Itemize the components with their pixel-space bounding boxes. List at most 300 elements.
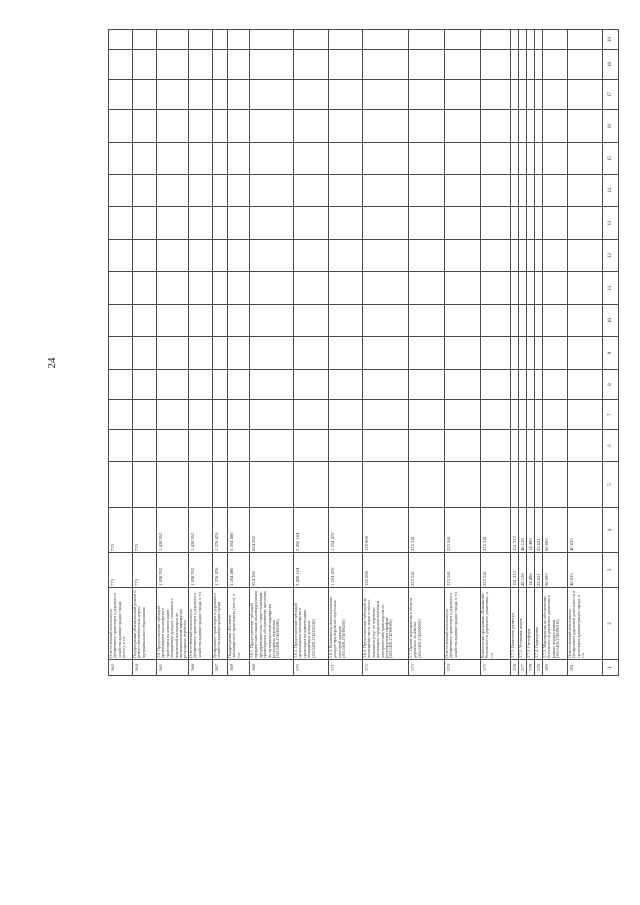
- empty-cell: [109, 143, 133, 175]
- empty-cell: [250, 305, 294, 337]
- amount-col4: 1 438 952: [158, 532, 163, 551]
- empty-cell-content: [481, 272, 510, 304]
- empty-cell-content: [519, 50, 526, 79]
- empty-cell-content: [527, 143, 534, 174]
- empty-cell-content: [445, 337, 480, 369]
- empty-cell: [133, 305, 157, 337]
- empty-cell-content: [527, 80, 534, 109]
- empty-cell-content: [445, 110, 480, 142]
- amount-col4: 225 541: [446, 536, 451, 551]
- row-number: 571: [330, 664, 335, 671]
- empty-cell: [228, 430, 250, 462]
- empty-cell: [189, 430, 213, 462]
- column-number-cell: [603, 305, 619, 337]
- empty-cell-content: [213, 272, 227, 304]
- amount-col4-cell: [133, 508, 157, 553]
- empty-cell: [409, 462, 445, 508]
- empty-cell: [109, 30, 133, 50]
- empty-cell: [157, 337, 189, 370]
- empty-cell: [133, 207, 157, 240]
- row-description: Подпрограмма «Развитие пассажирского транспорта» (всего), в т.ч.: [227, 594, 241, 658]
- empty-cell-content: [213, 30, 227, 49]
- empty-cell-content: [527, 462, 534, 507]
- row-number-cell: [519, 660, 527, 676]
- empty-cell: [189, 207, 213, 240]
- row-description: 1.6.2. Предоставление субсидий организациям пассажирского транспорта на компенсацию выпадающих доходов (505.0408.27401S2340): [293, 603, 316, 658]
- empty-cell-content: [481, 30, 510, 49]
- empty-cell-content: [329, 272, 362, 304]
- column-number: 4: [608, 528, 613, 532]
- row-number-cell: [511, 660, 519, 676]
- empty-cell-content: [511, 175, 518, 206]
- empty-cell: [133, 430, 157, 462]
- empty-cell-content: [329, 305, 362, 336]
- page-number: 24: [46, 357, 58, 369]
- amount-col3-cell: [189, 553, 213, 588]
- empty-cell-content: [535, 143, 542, 174]
- empty-cell-content: [250, 305, 293, 336]
- amount-col3: 775: [110, 579, 115, 586]
- empty-cell-content: [109, 370, 132, 399]
- empty-cell: [133, 175, 157, 207]
- empty-cell: [189, 272, 213, 305]
- row-number: 564: [134, 664, 139, 671]
- empty-cell-content: [363, 80, 408, 109]
- empty-cell: [527, 175, 535, 207]
- row-description: Ответственный исполнитель Департамент транспорта и дорожного хозяйства администрации города, в т.ч.: [188, 591, 202, 658]
- empty-cell-content: [519, 400, 526, 429]
- empty-cell: [568, 462, 603, 508]
- empty-cell: [511, 462, 519, 508]
- empty-cell-content: [228, 337, 249, 369]
- row-description-cell: [228, 588, 250, 660]
- empty-cell-content: [445, 80, 480, 109]
- amount-col4: 1 438 952: [190, 532, 195, 551]
- empty-cell: [511, 143, 519, 175]
- empty-cell: [294, 272, 329, 305]
- empty-cell-content: [519, 80, 526, 109]
- empty-cell-content: [109, 80, 132, 109]
- empty-cell: [519, 430, 527, 462]
- empty-cell-content: [213, 462, 227, 507]
- empty-cell-content: [109, 305, 132, 336]
- empty-cell-content: [213, 50, 227, 79]
- empty-cell-content: [511, 337, 518, 369]
- empty-cell-content: [535, 80, 542, 109]
- empty-cell-content: [445, 240, 480, 271]
- column-number-cell: [603, 462, 619, 508]
- empty-cell: [109, 207, 133, 240]
- table-row: [133, 30, 157, 676]
- empty-cell: [543, 30, 568, 50]
- empty-cell: [363, 400, 409, 430]
- empty-cell: [329, 110, 363, 143]
- row-number: 579: [536, 664, 541, 671]
- empty-cell-content: [189, 143, 212, 174]
- table-row: [527, 30, 535, 676]
- table-row: [213, 30, 228, 676]
- column-number: 17: [608, 92, 613, 97]
- empty-cell: [294, 430, 329, 462]
- empty-cell-content: [109, 400, 132, 429]
- empty-cell: [228, 240, 250, 272]
- empty-cell: [445, 337, 481, 370]
- row-number: 565: [158, 664, 163, 671]
- row-description-cell: [294, 588, 329, 660]
- empty-cell-content: [250, 240, 293, 271]
- amount-col4: 225 541: [410, 536, 415, 551]
- amount-col4-cell: [250, 508, 294, 553]
- empty-cell-content: [228, 272, 249, 304]
- column-number: 18: [608, 62, 613, 67]
- empty-cell: [250, 110, 294, 143]
- row-description-cell: [329, 588, 363, 660]
- empty-cell: [535, 175, 543, 207]
- row-description: Комплексная программа «Повышение безопасности дорожного движения», в т.ч.: [480, 592, 494, 658]
- amount-col4: 25 621: [536, 538, 541, 551]
- empty-cell-content: [157, 207, 188, 239]
- empty-cell-content: [294, 370, 328, 399]
- empty-cell: [109, 430, 133, 462]
- empty-cell: [519, 50, 527, 80]
- empty-cell: [329, 80, 363, 110]
- row-description-cell: [189, 588, 213, 660]
- empty-cell-content: [481, 462, 510, 507]
- empty-cell: [329, 30, 363, 50]
- amount-col3: 775: [134, 579, 139, 586]
- empty-cell-content: [481, 370, 510, 399]
- row-description: 1.7.2. Установка знаков: [518, 618, 523, 658]
- column-number: 2: [608, 622, 613, 625]
- empty-cell-content: [527, 272, 534, 304]
- empty-cell: [445, 175, 481, 207]
- empty-cell-content: [481, 430, 510, 461]
- empty-cell-content: [109, 337, 132, 369]
- empty-cell-content: [519, 240, 526, 271]
- empty-cell-content: [189, 272, 212, 304]
- empty-cell: [511, 272, 519, 305]
- empty-cell-content: [527, 430, 534, 461]
- empty-cell: [543, 110, 568, 143]
- amount-col4-cell: [527, 508, 535, 553]
- empty-cell-content: [157, 305, 188, 336]
- empty-cell: [329, 175, 363, 207]
- empty-cell-content: [189, 30, 212, 49]
- empty-cell: [481, 370, 511, 400]
- empty-cell: [568, 430, 603, 462]
- row-number: 578: [528, 664, 533, 671]
- empty-cell: [363, 175, 409, 207]
- empty-cell: [133, 400, 157, 430]
- empty-cell: [213, 207, 228, 240]
- empty-cell: [527, 305, 535, 337]
- empty-cell-content: [363, 462, 408, 507]
- empty-cell-content: [527, 110, 534, 142]
- amount-col3-cell: [543, 553, 568, 588]
- row-number-cell: [535, 660, 543, 676]
- column-number-cell: [603, 175, 619, 207]
- empty-cell-content: [133, 400, 156, 429]
- empty-cell-content: [445, 143, 480, 174]
- column-number-cell: [603, 370, 619, 400]
- empty-cell: [568, 30, 603, 50]
- amount-col3-cell: [445, 553, 481, 588]
- empty-cell-content: [294, 110, 328, 142]
- empty-cell: [535, 337, 543, 370]
- empty-cell-content: [189, 430, 212, 461]
- empty-cell: [519, 207, 527, 240]
- table-row: [294, 30, 329, 676]
- amount-col4: 151 312: [512, 536, 517, 551]
- empty-cell: [189, 462, 213, 508]
- amount-col4: 775: [110, 544, 115, 551]
- empty-cell: [250, 430, 294, 462]
- empty-cell-content: [519, 110, 526, 142]
- empty-cell-content: [511, 305, 518, 336]
- empty-cell-content: [133, 462, 156, 507]
- amount-col3-cell: [511, 553, 519, 588]
- amount-col4: 120 000: [364, 536, 369, 551]
- column-number-cell: [603, 80, 619, 110]
- empty-cell: [511, 400, 519, 430]
- empty-cell: [511, 80, 519, 110]
- empty-cell-content: [213, 175, 227, 206]
- empty-cell-content: [409, 110, 444, 142]
- empty-cell: [329, 370, 363, 400]
- empty-cell-content: [519, 143, 526, 174]
- rotated-table-sheet: [108, 30, 618, 676]
- empty-cell-content: [445, 272, 480, 304]
- amount-col3: 654 282: [251, 571, 256, 586]
- empty-cell-content: [445, 430, 480, 461]
- empty-cell: [157, 50, 189, 80]
- empty-cell-content: [527, 240, 534, 271]
- empty-cell-content: [109, 143, 132, 174]
- table-row: [189, 30, 213, 676]
- amount-col4-cell: [363, 508, 409, 553]
- empty-cell: [409, 400, 445, 430]
- empty-cell-content: [250, 400, 293, 429]
- empty-cell-content: [511, 462, 518, 507]
- amount-col3-cell: [294, 553, 329, 588]
- amount-col3: 120 000: [364, 571, 369, 586]
- empty-cell: [109, 462, 133, 508]
- empty-cell-content: [250, 462, 293, 507]
- column-number: 9: [608, 351, 613, 355]
- empty-cell-content: [409, 240, 444, 271]
- empty-cell-content: [481, 110, 510, 142]
- empty-cell: [481, 430, 511, 462]
- empty-cell: [157, 110, 189, 143]
- column-number-cell: [603, 508, 619, 553]
- row-number-cell: [250, 660, 294, 676]
- empty-cell: [157, 143, 189, 175]
- amount-col3-cell: [535, 553, 543, 588]
- empty-cell-content: [363, 400, 408, 429]
- row-description-cell: [409, 588, 445, 660]
- empty-cell: [519, 175, 527, 207]
- empty-cell-content: [363, 175, 408, 206]
- empty-cell: [445, 143, 481, 175]
- empty-cell: [294, 462, 329, 508]
- column-number: 3: [608, 568, 613, 572]
- empty-cell: [535, 30, 543, 50]
- empty-cell: [294, 370, 329, 400]
- empty-cell-content: [511, 110, 518, 142]
- row-description-cell: [363, 588, 409, 660]
- empty-cell-content: [294, 305, 328, 336]
- empty-cell: [228, 400, 250, 430]
- empty-cell: [109, 240, 133, 272]
- empty-cell-content: [481, 80, 510, 109]
- empty-cell-content: [519, 305, 526, 336]
- empty-cell: [543, 240, 568, 272]
- budget-table: [108, 29, 619, 676]
- empty-cell-content: [157, 50, 188, 79]
- empty-cell-content: [250, 110, 293, 142]
- empty-cell-content: [329, 462, 362, 507]
- empty-cell-content: [228, 30, 249, 49]
- empty-cell: [109, 305, 133, 337]
- row-number-cell: [363, 660, 409, 676]
- empty-cell-content: [568, 175, 602, 206]
- empty-cell-content: [329, 207, 362, 239]
- row-number: 580: [544, 664, 549, 671]
- empty-cell-content: [409, 400, 444, 429]
- empty-cell-content: [363, 240, 408, 271]
- empty-cell-content: [445, 400, 480, 429]
- empty-cell-content: [409, 462, 444, 507]
- empty-cell-content: [363, 337, 408, 369]
- empty-cell-content: [527, 30, 534, 49]
- empty-cell: [133, 50, 157, 80]
- empty-cell: [409, 207, 445, 240]
- empty-cell: [543, 143, 568, 175]
- empty-cell-content: [250, 30, 293, 49]
- row-number: 563: [110, 664, 115, 671]
- empty-cell-content: [445, 305, 480, 336]
- amount-col4: 654 282: [251, 536, 256, 551]
- empty-cell: [481, 175, 511, 207]
- empty-cell-content: [294, 30, 328, 49]
- empty-cell: [527, 240, 535, 272]
- amount-col3: 225 541: [410, 571, 415, 586]
- empty-cell-content: [109, 175, 132, 206]
- row-description: Департамент транспорта и дорожного хозяйства администрации города: [212, 593, 222, 658]
- empty-cell-content: [189, 462, 212, 507]
- empty-cell: [213, 305, 228, 337]
- column-number: 6: [608, 444, 613, 447]
- empty-cell: [294, 143, 329, 175]
- empty-cell-content: [213, 207, 227, 239]
- empty-cell-content: [157, 272, 188, 304]
- empty-cell-content: [409, 50, 444, 79]
- empty-cell: [109, 50, 133, 80]
- empty-cell-content: [189, 305, 212, 336]
- column-number: 5: [608, 483, 613, 486]
- empty-cell: [409, 80, 445, 110]
- amount-col3: 48 128: [520, 573, 525, 586]
- empty-cell: [228, 110, 250, 143]
- empty-cell-content: [481, 305, 510, 336]
- row-number-cell: [213, 660, 228, 676]
- empty-cell-content: [133, 110, 156, 142]
- empty-cell-content: [519, 430, 526, 461]
- empty-cell: [363, 80, 409, 110]
- column-number-cell: [603, 30, 619, 50]
- table-row: [481, 30, 511, 676]
- table-row: [250, 30, 294, 676]
- empty-cell-content: [213, 80, 227, 109]
- empty-cell: [519, 240, 527, 272]
- empty-cell-content: [445, 207, 480, 239]
- empty-cell: [527, 30, 535, 50]
- row-number: 573: [410, 664, 415, 671]
- empty-cell: [189, 370, 213, 400]
- column-number-cell: [603, 110, 619, 143]
- empty-cell-content: [157, 370, 188, 399]
- empty-cell: [409, 175, 445, 207]
- empty-cell: [228, 143, 250, 175]
- empty-cell-content: [481, 143, 510, 174]
- empty-cell-content: [189, 110, 212, 142]
- empty-cell-content: [409, 207, 444, 239]
- empty-cell: [409, 110, 445, 143]
- empty-cell-content: [535, 430, 542, 461]
- empty-cell-content: [409, 272, 444, 304]
- amount-col4-cell: [409, 508, 445, 553]
- empty-cell-content: [568, 400, 602, 429]
- empty-cell: [329, 430, 363, 462]
- amount-col3-cell: [519, 553, 527, 588]
- empty-cell-content: [519, 207, 526, 239]
- amount-col3-cell: [363, 553, 409, 588]
- empty-cell: [511, 430, 519, 462]
- empty-cell-content: [543, 240, 567, 271]
- empty-cell-content: [294, 175, 328, 206]
- empty-cell: [213, 430, 228, 462]
- empty-cell-content: [543, 430, 567, 461]
- empty-cell: [250, 462, 294, 508]
- empty-cell: [228, 337, 250, 370]
- empty-cell: [363, 462, 409, 508]
- empty-cell-content: [409, 370, 444, 399]
- amount-col4: 2 450 164: [295, 532, 300, 551]
- empty-cell: [133, 272, 157, 305]
- amount-col4-cell: [519, 508, 527, 553]
- empty-cell-content: [250, 50, 293, 79]
- empty-cell: [409, 370, 445, 400]
- amount-col3: 1 438 952: [190, 567, 195, 586]
- empty-cell-content: [511, 50, 518, 79]
- empty-cell: [543, 305, 568, 337]
- row-number-cell: [409, 660, 445, 676]
- empty-cell-content: [535, 110, 542, 142]
- empty-cell-content: [213, 305, 227, 336]
- row-description: 1.6.1. Предоставление субсидий юридическим лицам, индивидуальным предпринимателям, осуществляющим транспортное обслуживание населения по муниципальным маршрутам регулярных перевозок (505.0408.2740160280): [249, 590, 281, 658]
- empty-cell-content: [250, 207, 293, 239]
- empty-cell-content: [527, 305, 534, 336]
- empty-cell: [157, 400, 189, 430]
- empty-cell-content: [157, 400, 188, 429]
- column-number-cell: [603, 50, 619, 80]
- empty-cell-content: [527, 207, 534, 239]
- table-row: [228, 30, 250, 676]
- empty-cell: [363, 305, 409, 337]
- empty-cell-content: [511, 207, 518, 239]
- empty-cell-content: [445, 30, 480, 49]
- empty-cell-content: [409, 175, 444, 206]
